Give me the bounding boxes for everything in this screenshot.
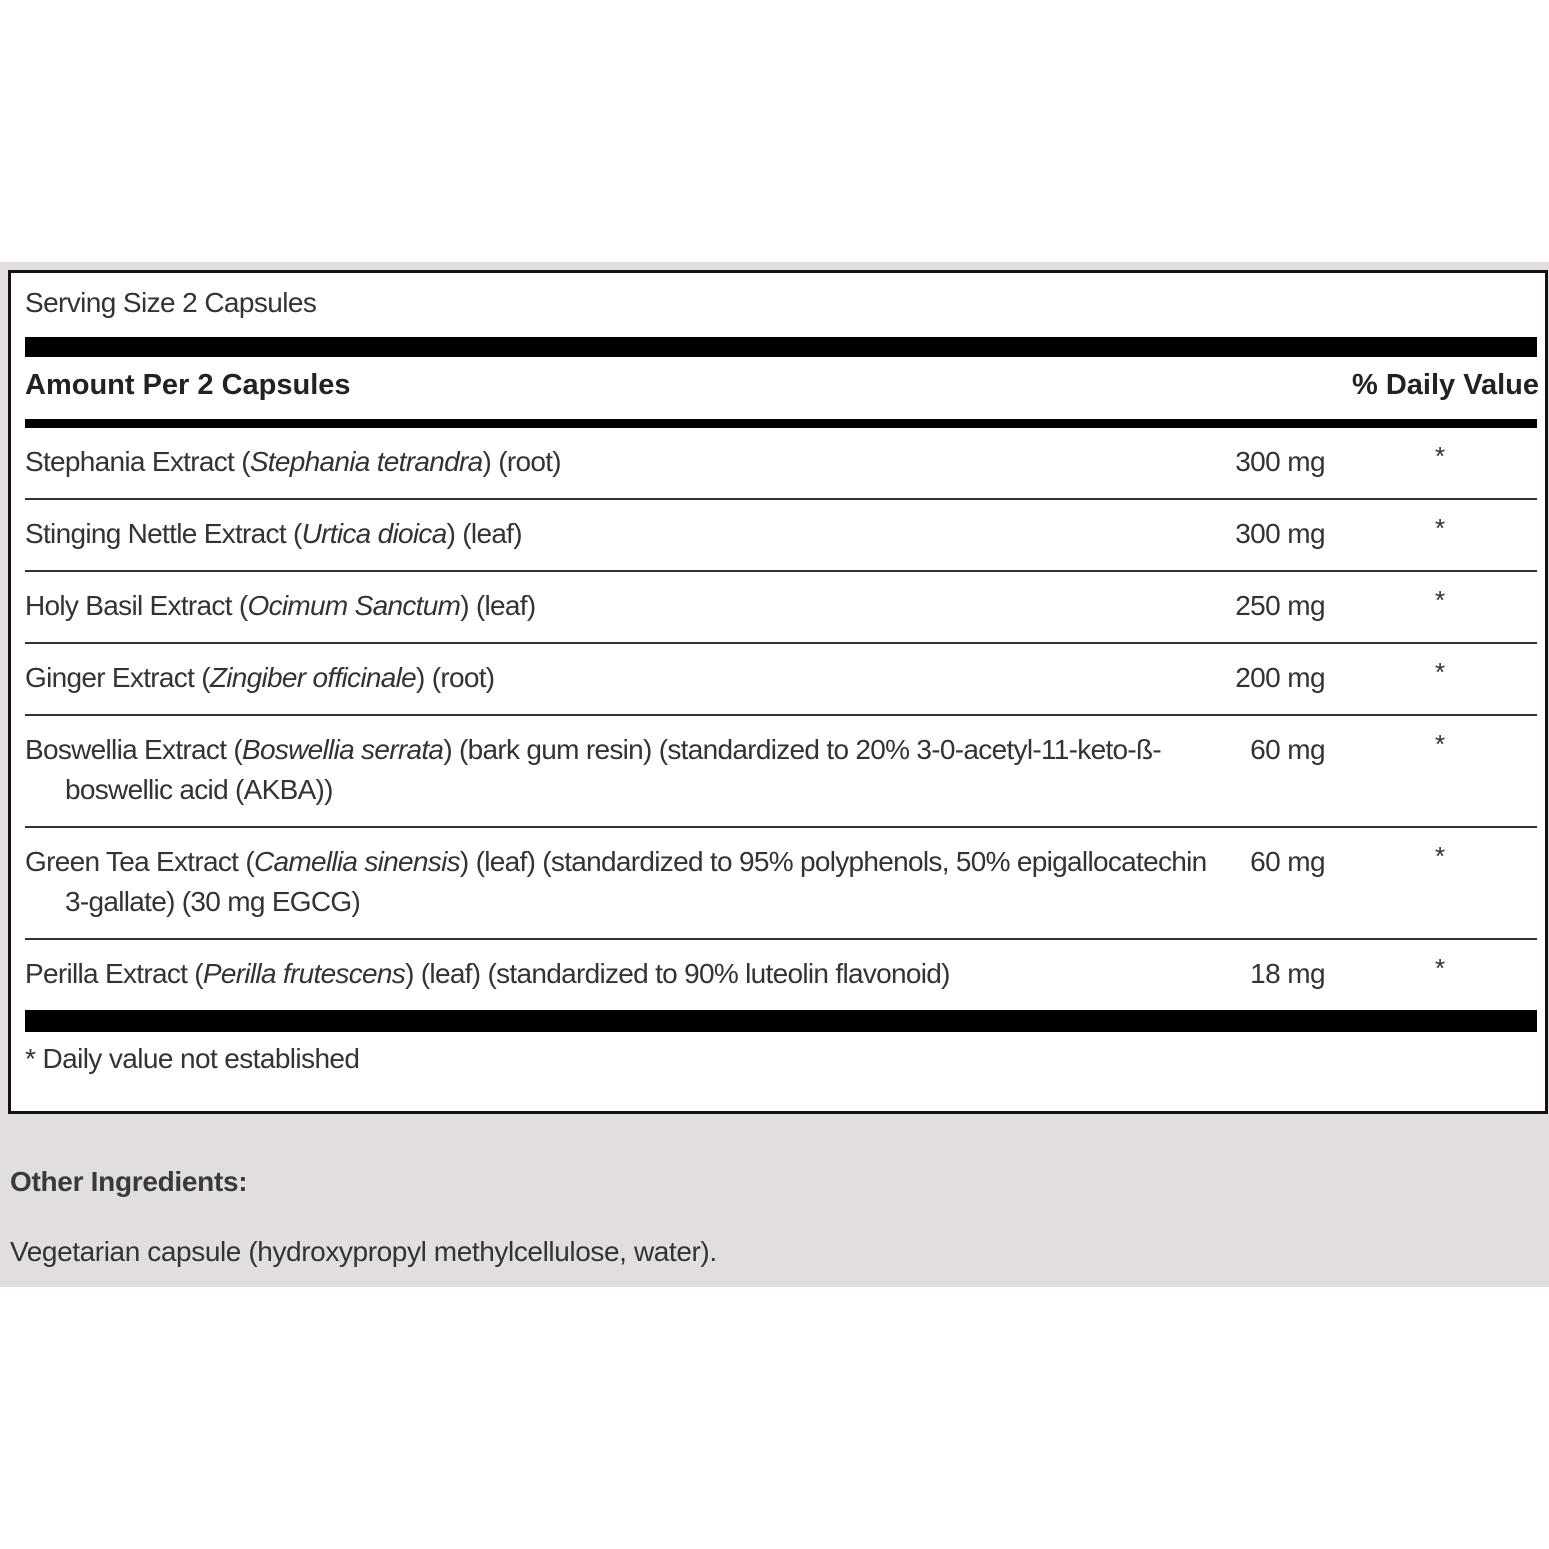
ingredient-daily-value: * — [1435, 585, 1446, 615]
daily-value-footnote: * Daily value not established — [25, 1043, 360, 1074]
ingredient-name: Stephania Extract (Stephania tetrandra) (root) — [25, 446, 561, 477]
ingredient-amount: 300 mg — [1235, 518, 1325, 549]
ingredient-daily-value: * — [1435, 953, 1446, 983]
other-ingredients-title: Other Ingredients: — [10, 1166, 248, 1197]
ingredient-amount: 60 mg — [1250, 846, 1325, 877]
ingredient-name: Perilla Extract (Perilla frutescens) (leaf) (standardized to 90% luteolin flavonoid) — [25, 958, 950, 989]
divider-bar-top — [25, 337, 1537, 357]
ingredient-daily-value: * — [1435, 841, 1446, 871]
amount-per-header: Amount Per 2 Capsules — [25, 369, 351, 401]
ingredient-row — [25, 716, 1537, 828]
ingredient-row — [25, 940, 1537, 1010]
ingredient-amount: 18 mg — [1250, 958, 1325, 989]
supplement-facts-box — [8, 270, 1548, 1114]
ingredient-daily-value: * — [1435, 441, 1446, 471]
ingredient-row — [25, 644, 1537, 716]
ingredient-amount: 60 mg — [1250, 734, 1325, 765]
ingredient-name: Stinging Nettle Extract (Urtica dioica) (leaf) — [25, 518, 522, 549]
ingredient-name: Holy Basil Extract (Ocimum Sanctum) (leaf) — [25, 590, 536, 621]
ingredient-name: Green Tea Extract (Camellia sinensis) (leaf) (standardized to 95% polyphenols, 50% epigallocatechin 3-gallate) (30 mg EGCG) — [25, 846, 1207, 917]
ingredient-row — [25, 500, 1537, 572]
ingredient-daily-value: * — [1435, 729, 1446, 759]
ingredient-row — [25, 572, 1537, 644]
ingredient-row — [25, 428, 1537, 500]
serving-size: Serving Size 2 Capsules — [25, 287, 317, 318]
daily-value-header: % Daily Value — [1352, 369, 1539, 401]
divider-bar-mid — [25, 419, 1537, 428]
ingredient-daily-value: * — [1435, 657, 1446, 687]
ingredient-amount: 250 mg — [1235, 590, 1325, 621]
ingredient-amount: 200 mg — [1235, 662, 1325, 693]
ingredient-amount: 300 mg — [1235, 446, 1325, 477]
ingredient-daily-value: * — [1435, 513, 1446, 543]
ingredient-name: Boswellia Extract (Boswellia serrata) (bark gum resin) (standardized to 20% 3-0-acetyl-11-keto-ß-boswellic acid (AKBA)) — [25, 734, 1162, 805]
divider-bar-bottom — [25, 1010, 1537, 1032]
ingredient-row — [25, 828, 1537, 940]
other-ingredients-text: Vegetarian capsule (hydroxypropyl methylcellulose, water). — [10, 1236, 717, 1267]
ingredient-name: Ginger Extract (Zingiber officinale) (root) — [25, 662, 495, 693]
